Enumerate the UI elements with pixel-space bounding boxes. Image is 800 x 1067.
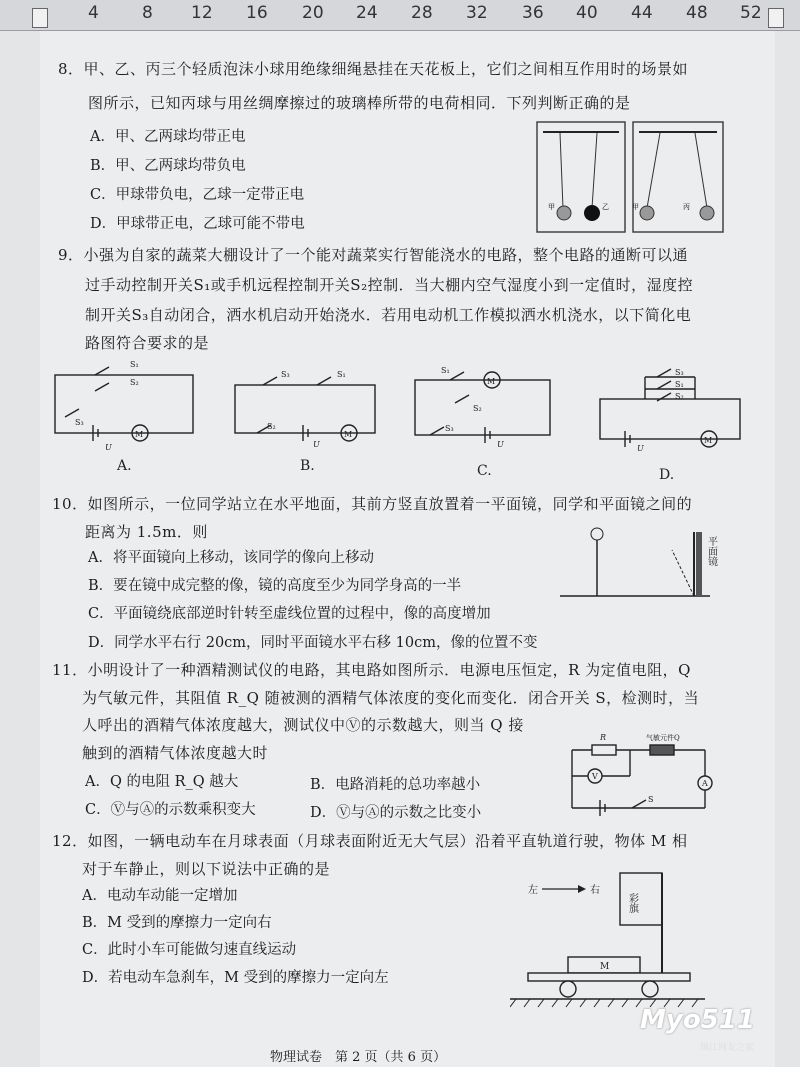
q9-d-u: U	[637, 444, 644, 453]
q10-mirror-label: 平面镜	[705, 536, 717, 566]
ruler-tick: 16	[246, 3, 268, 23]
ruler-tick: 48	[686, 3, 708, 23]
page-footer: 物理试卷 第 2 页（共 6 页）	[270, 1050, 447, 1065]
q9-c-s2: S₂	[473, 404, 482, 413]
q12-block-m: M	[600, 962, 610, 972]
q10-mirror-figure	[560, 522, 735, 604]
q12-stem-line2: 对于车静止，则以下说法中正确的是	[82, 860, 331, 878]
watermark-logo: Myo511	[640, 1005, 755, 1035]
q11-label-q: 气敏元件Q	[646, 734, 680, 742]
q10-option-d: D．同学水平右行 20cm，同时平面镜水平右移 10cm，像的位置不变	[88, 635, 538, 651]
q9-a-u: U	[105, 443, 112, 452]
q11-ammeter: A	[702, 779, 708, 788]
q12-dir-right: 右	[590, 885, 600, 896]
q8-ball-label-yi: 乙	[602, 203, 609, 211]
ruler-tick: 20	[302, 3, 324, 23]
q11-stem-line4: 触到的酒精气体浓度越大时	[82, 744, 269, 762]
q11-voltmeter: V	[592, 772, 598, 781]
q9-a-s2: S₂	[130, 378, 139, 387]
q9-d-s2: S₂	[675, 392, 684, 401]
watermark-subtitle: 镇江网友之家	[700, 1043, 755, 1053]
q10-option-a: A．将平面镜向上移动，该同学的像向上移动	[88, 550, 374, 566]
q9-b-s3: S₃	[281, 370, 290, 379]
q8-option-d: D．甲球带正电，乙球可能不带电	[90, 216, 305, 232]
q9-b-m: M	[344, 430, 353, 439]
q9-c-s1: S₁	[441, 366, 450, 375]
q12-option-b: B．M 受到的摩擦力一定向右	[82, 915, 272, 931]
q11-stem-line1: 11．小明设计了一种酒精测试仪的电路，其电路如图所示．电源电压恒定，R 为定值电阻，Q	[52, 661, 691, 679]
q11-option-a: A．Q 的电阻 R_Q 越大	[85, 774, 239, 790]
q12-stem-line1: 12．如图，一辆电动车在月球表面（月球表面附近无大气层）沿着平直轨道行驶，物体 M 相	[52, 832, 688, 850]
q9-c-u: U	[497, 440, 504, 449]
q9-stem-line1: 9．小强为自家的蔬菜大棚设计了一个能对蔬菜实行智能浇水的电路，整个电路的通断可以通	[58, 246, 689, 264]
q12-option-a: A．电动车动能一定增加	[82, 888, 238, 904]
q9-d-m: M	[704, 436, 713, 445]
q9-stem-line4: 路图符合要求的是	[85, 334, 210, 352]
ruler-tick: 52	[740, 3, 762, 23]
ruler-tick: 36	[522, 3, 544, 23]
q11-label-r: R	[600, 733, 607, 742]
ruler-tick: 4	[88, 3, 99, 23]
ruler-tick: 8	[142, 3, 153, 23]
ruler-tick: 28	[411, 3, 433, 23]
q10-option-c: C．平面镜绕底部逆时针转至虚线位置的过程中，像的高度增加	[88, 606, 491, 622]
q8-stem-line1: 8．甲、乙、丙三个轻质泡沫小球用绝缘细绳悬挂在天花板上，它们之间相互作用时的场景如	[58, 60, 689, 78]
q11-option-d: D．Ⓥ与Ⓐ的示数之比变小	[310, 805, 482, 821]
q12-option-d: D．若电动车急刹车，M 受到的摩擦力一定向左	[82, 970, 389, 986]
ruler-tick: 12	[191, 3, 213, 23]
q11-stem-line2: 为气敏元件，其阻值 R_Q 随被测的酒精气体浓度的变化而变化．闭合开关 S，检测时，当	[82, 689, 700, 707]
ruler-tick: 24	[356, 3, 378, 23]
ruler	[0, 0, 800, 31]
q12-dir-left: 左	[528, 885, 538, 896]
q9-label-c: C.	[477, 463, 492, 479]
q8-stem-line2: 图所示，已知丙球与用丝绸摩擦过的玻璃棒所带的电荷相同．下列判断正确的是	[88, 94, 631, 112]
q12-flag-text: 彩旗	[626, 893, 638, 913]
ruler-tick: 40	[576, 3, 598, 23]
q9-b-u: U	[313, 440, 320, 449]
q9-stem-line2: 过手动控制开关S₁或手机远程控制开关S₂控制．当大棚内空气湿度小到一定值时，湿度控	[85, 276, 694, 294]
q8-ball-label-bing: 丙	[683, 203, 690, 211]
q10-option-b: B．要在镜中成完整的像，镜的高度至少为同学身高的一半	[88, 578, 462, 594]
right-indent-marker[interactable]	[768, 8, 784, 28]
q9-a-s3: S₃	[75, 418, 84, 427]
q12-cart-figure	[510, 865, 710, 1010]
q9-b-s2: S₂	[267, 422, 276, 431]
q11-stem-line3: 人呼出的酒精气体浓度越大，测试仪中Ⓥ的示数越大，则当 Q 接	[82, 716, 524, 734]
q10-stem-line1: 10．如图所示，一位同学站立在水平地面，其前方竖直放置着一平面镜，同学和平面镜之间的	[52, 495, 693, 513]
q9-stem-line3: 制开关S₃自动闭合，洒水机启动开始浇水．若用电动机工作模拟洒水机浇水，以下简化电	[85, 306, 692, 324]
q8-hanging-balls-figure	[535, 120, 730, 235]
q9-c-m: M	[487, 377, 496, 386]
q9-a-s1: S₁	[130, 360, 139, 369]
q11-switch: S	[648, 795, 654, 804]
arrow-right-icon	[578, 885, 586, 893]
q8-ball-label-jia: 甲	[548, 203, 555, 211]
q9-circuit-figures	[45, 355, 790, 480]
ruler-tick: 44	[631, 3, 653, 23]
q8-option-c: C．甲球带负电，乙球一定带正电	[90, 187, 305, 203]
q10-stem-line2: 距离为 1.5m．则	[85, 523, 208, 541]
q8-option-a: A．甲、乙两球均带正电	[90, 129, 246, 145]
q11-option-b: B．电路消耗的总功率越小	[310, 777, 481, 793]
q9-c-s3: S₃	[445, 424, 454, 433]
q9-a-m: M	[135, 430, 144, 439]
q11-option-c: C．Ⓥ与Ⓐ的示数乘积变大	[85, 802, 256, 818]
q9-label-a: A.	[117, 458, 132, 474]
ruler-tick: 32	[466, 3, 488, 23]
q9-d-s3: S₃	[675, 368, 684, 377]
q9-d-s1: S₁	[675, 380, 684, 389]
q11-circuit-figure	[560, 728, 715, 823]
q9-b-s1: S₁	[337, 370, 346, 379]
q8-ball-label-jia2: 甲	[632, 203, 639, 211]
q9-label-d: D.	[659, 467, 675, 480]
q8-option-b: B．甲、乙两球均带负电	[90, 158, 246, 174]
q9-label-b: B.	[300, 458, 315, 474]
q12-option-c: C．此时小车可能做匀速直线运动	[82, 942, 297, 958]
left-indent-marker[interactable]	[32, 8, 48, 28]
